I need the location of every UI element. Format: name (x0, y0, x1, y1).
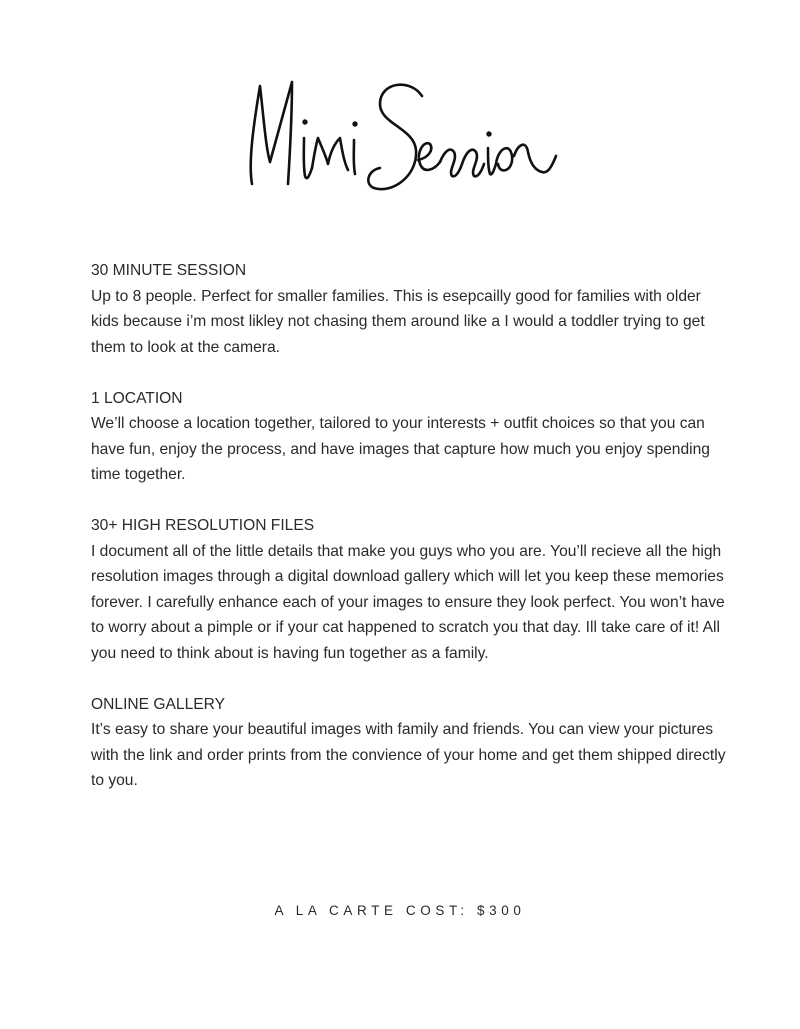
section-body: We’ll choose a location together, tailored to your interests + outfit choices so that you can have fun, enjoy the process, and have images that capture how much you enjoy spending time together. (91, 415, 710, 483)
handwritten-title-logo (230, 52, 570, 222)
section-location (91, 386, 731, 488)
section-heading: 30 MINUTE SESSION (91, 262, 247, 279)
session-details (91, 258, 731, 819)
section-body: I document all of the little details that make you guys who you are. You’ll recieve all the high resolution images through a digital download gallery which will let you keep these memories forever. I carefully enhance each of your images to ensure they look perfect. You won’t have to worry about a pimple or if your cat happened to scratch you that day. Ill take care of it! All you need to think about is having fun together as a family. (91, 542, 725, 662)
price-line: A LA CARTE COST: $300 (274, 903, 526, 918)
page-title (0, 52, 800, 222)
section-session-length (91, 258, 731, 360)
section-online-gallery (91, 692, 731, 794)
section-heading: 30+ HIGH RESOLUTION FILES (91, 517, 315, 534)
section-body: It’s easy to share your beautiful images with family and friends. You can view your pictures with the link and order prints from the convience of your home and get them shipped directly to you. (91, 721, 726, 789)
section-body: Up to 8 people. Perfect for smaller families. This is esepcailly good for families with older kids because i’m most likley not chasing them around like a I would a toddler trying to get them to look at the camera. (91, 287, 705, 356)
section-heading: 1 LOCATION (91, 389, 183, 407)
section-heading: ONLINE GALLERY (91, 695, 226, 713)
section-files (91, 513, 731, 666)
